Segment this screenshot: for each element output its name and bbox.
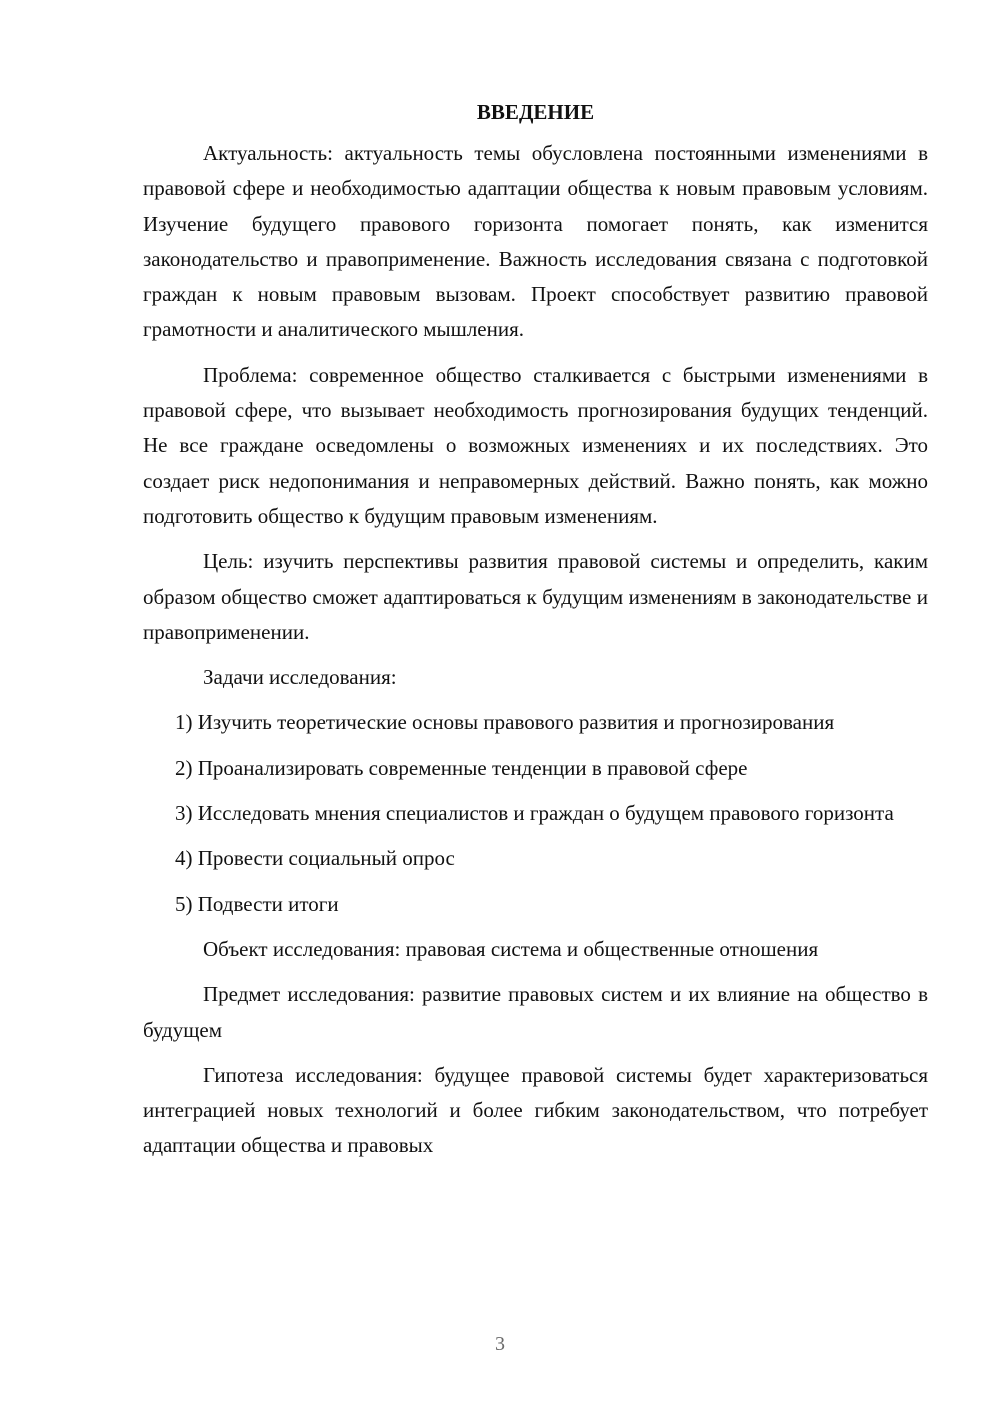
paragraph-object: Объект исследования: правовая система и общественные отношения <box>203 936 819 961</box>
task-item-4: 4) Провести социальный опрос <box>175 846 455 871</box>
task-item-5: 5) Подвести итоги <box>175 891 339 916</box>
task-item-2: 2) Проанализировать современные тенденции в правовой сфере <box>175 755 748 780</box>
task-item-3: 3) Исследовать мнения специалистов и граждан о будущем правового горизонта <box>175 801 894 826</box>
paragraph-goal: Цель: изучить перспективы развития правовой системы и определить, каким образом общество сможет адаптироваться к будущим изменениям в законодательстве и правоприменении. <box>143 549 928 644</box>
task-item-1: 1) Изучить теоретические основы правового развития и прогнозирования <box>175 710 835 735</box>
paragraph-subject: Предмет исследования: развитие правовых систем и их влияние на общество в будущем <box>143 982 928 1042</box>
page-title: ВВЕДЕНИЕ <box>476 100 595 124</box>
paragraph-hypothesis: Гипотеза исследования: будущее правовой системы будет характеризоваться интеграцией новых технологий и более гибким законодательством, что потребует адаптации общества и правовых <box>143 1062 928 1158</box>
paragraph-problem: Проблема: современное общество сталкивается с быстрыми изменениями в правовой сфере, что вызывает необходимость прогнозирования будущих тенденций. Не все граждане осведомлены о возможных изменениях и их последствиях. Это создает риск недопонимания и неправомерных действий. Важно понять, как можно подготовить общество к будущим правовым изменениям. <box>143 362 928 528</box>
tasks-heading: Задачи исследования: <box>203 665 397 690</box>
page-number: 3 <box>495 1333 505 1355</box>
page-content <box>143 96 928 1174</box>
paragraph-relevance: Актуальность: актуальность темы обусловлена постоянными изменениями в правовой сфере и необходимостью адаптации общества к новым правовым условиям. Изучение будущего правового горизонта помогает понять, как изменится законодательство и правоприменение. Важность исследования связана с подготовкой граждан к новым правовым вызовам. Проект способствует развитию правовой грамотности и аналитического мышления. <box>143 141 928 342</box>
